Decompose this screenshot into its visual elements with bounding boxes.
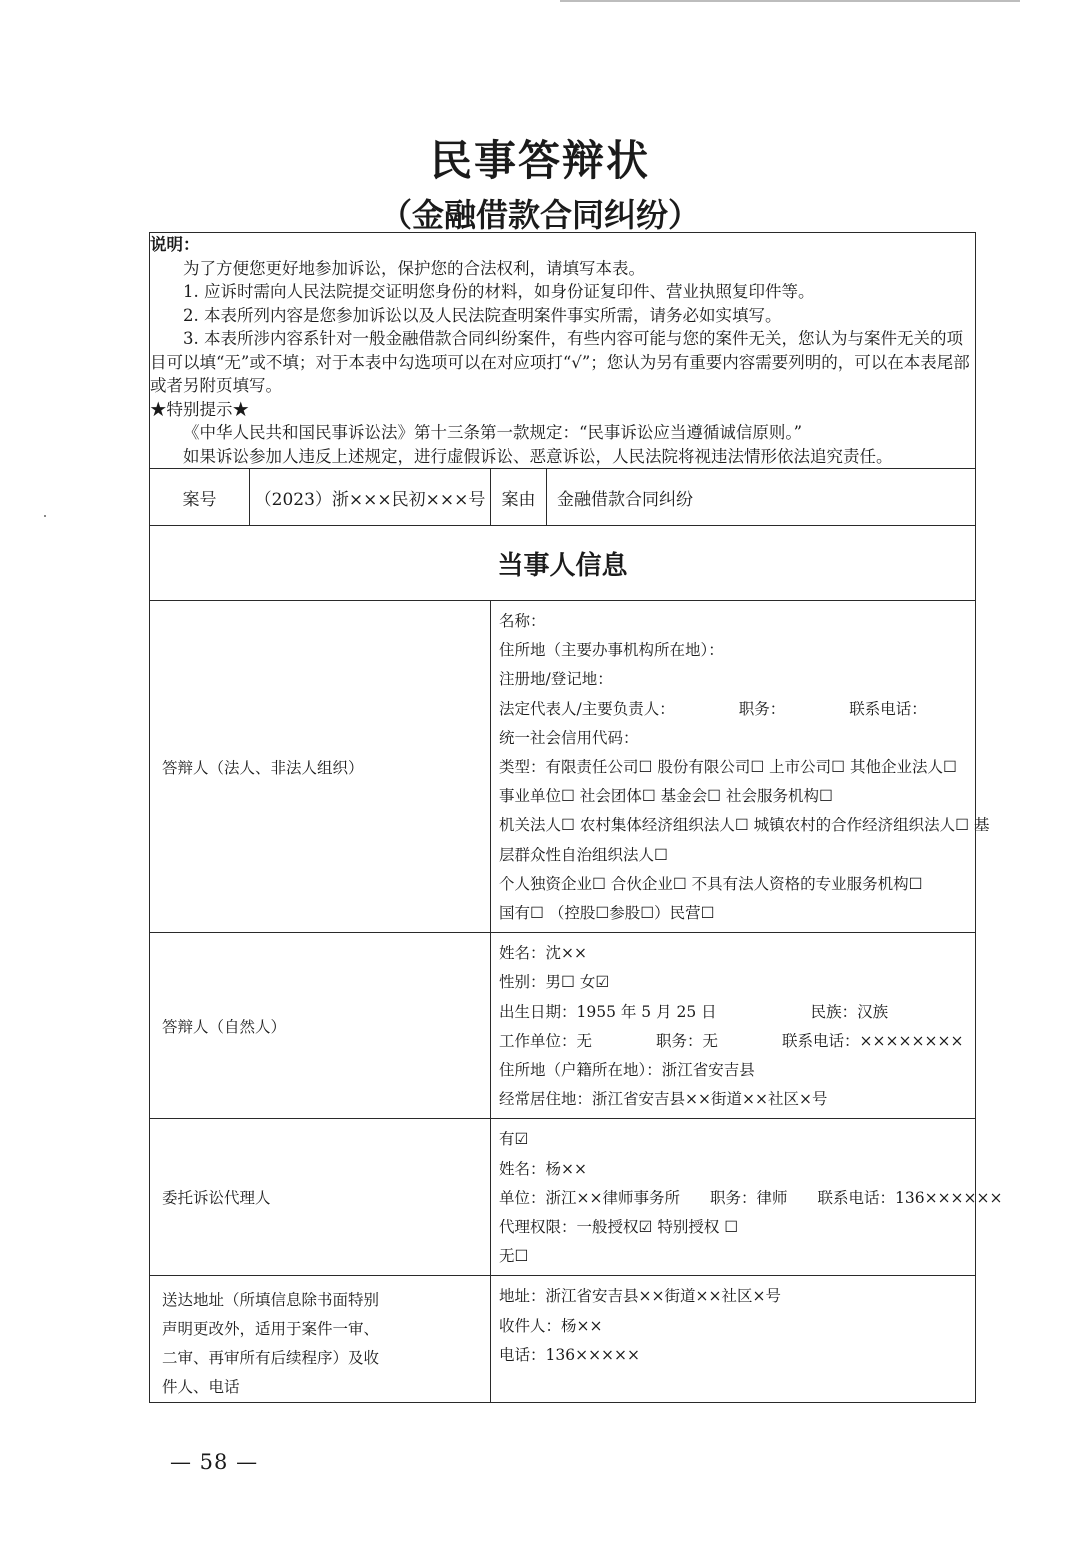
entity-type-line-1: 类型：有限责任公司☐ 股份有限公司☐ 上市公司☐ 其他企业法人☐ <box>499 758 957 777</box>
agent-authority-field: 代理权限：一般授权☑ 特别授权 ☐ <box>499 1218 739 1237</box>
entity-registered-field: 注册地/登记地： <box>499 670 613 689</box>
page-number: — 58 — <box>170 1450 259 1474</box>
agent-info <box>491 1119 1003 1276</box>
person-name-field: 姓名：沈×× <box>499 944 587 963</box>
agent-row <box>150 1119 976 1276</box>
agent-phone-field: 联系电话：136×××××× <box>817 1188 1003 1207</box>
legal-entity-info <box>491 601 990 933</box>
entity-type-line-5: 个人独资企业☐ 合伙企业☐ 不具有法人资格的专业服务机构☐ <box>499 874 923 893</box>
delivery-label-line-1: 送达地址（所填信息除书面特别 <box>162 1291 380 1310</box>
entity-phone-field: 联系电话： <box>849 699 927 718</box>
case-cause-value: 金融借款合同纠纷 <box>547 469 976 526</box>
entity-rep-field: 法定代表人/主要负责人： <box>499 699 675 718</box>
delivery-address-field: 地址：浙江省安吉县××街道××社区×号 <box>499 1287 781 1306</box>
delivery-recipient-field: 收件人：杨×× <box>499 1316 603 1335</box>
entity-address-field: 住所地（主要办事机构所在地）： <box>499 641 724 660</box>
natural-person-label: 答辩人（自然人） <box>150 933 491 1119</box>
agent-label: 委托诉讼代理人 <box>150 1119 491 1276</box>
person-birth-line <box>499 998 969 1027</box>
person-domicile-field: 住所地（户籍所在地）：浙江省安吉县 <box>499 1061 755 1080</box>
person-birth-field: 出生日期：1955 年 5 月 25 日 <box>499 1002 717 1021</box>
person-work-field: 工作单位：无 <box>499 1031 593 1050</box>
entity-credit-code-field: 统一社会信用代码： <box>499 728 639 747</box>
person-work-line <box>499 1027 969 1056</box>
natural-person-info <box>491 933 976 1119</box>
entity-position-field: 职务： <box>738 699 786 718</box>
delivery-label-line-2: 声明更改外，适用于案件一审、 <box>162 1320 380 1339</box>
natural-person-row <box>150 933 976 1119</box>
agent-has-option: 有☑ <box>499 1130 529 1149</box>
legal-entity-row <box>150 601 976 933</box>
notes-item-1: 1. 应诉时需向人民法院提交证明您身份的材料，如身份证复印件、营业执照复印件等。 <box>183 282 815 301</box>
person-residence-field: 经常居住地：浙江省安吉县××街道××社区×号 <box>499 1090 828 1109</box>
delivery-label <box>150 1276 491 1403</box>
notes-row <box>150 233 976 469</box>
document-subtitle: （金融借款合同纠纷） <box>379 196 700 234</box>
entity-type-line-2: 事业单位☐ 社会团体☐ 基金会☐ 社会服务机构☐ <box>499 787 833 806</box>
scan-edge-line <box>560 0 1020 2</box>
special-note-2: 如果诉讼参加人违反上述规定，进行虚假诉讼、恶意诉讼，人民法院将视违法情形依法追究责任。 <box>183 446 893 466</box>
entity-name-field: 名称： <box>499 612 546 630</box>
notes-intro: 为了方便您更好地参加诉讼，保护您的合法权利，请填写本表。 <box>183 258 645 278</box>
case-no-label: 案号 <box>150 469 250 526</box>
case-no-value: （2023）浙×××民初×××号 <box>250 469 491 526</box>
agent-position-field: 职务：律师 <box>709 1188 788 1207</box>
delivery-info <box>491 1276 976 1403</box>
person-phone-field: 联系电话：×××××××× <box>782 1031 964 1050</box>
section-title: 当事人信息 <box>150 526 976 601</box>
entity-rep-line <box>499 695 969 724</box>
entity-type-line-3: 机关法人☐ 农村集体经济组织法人☐ 城镇农村的合作经济组织法人☐ 基 <box>499 816 990 835</box>
defense-form-table <box>149 232 1003 1403</box>
case-cause-label: 案由 <box>491 469 547 526</box>
entity-type-line-4: 层群众性自治组织法人☐ <box>499 845 668 864</box>
agent-unit-field: 单位：浙江××律师事务所 <box>499 1188 680 1207</box>
person-gender-field: 性别：男☐ 女☑ <box>499 973 610 992</box>
case-row <box>150 469 976 526</box>
agent-none-option: 无☐ <box>499 1247 529 1266</box>
notes-heading: 说明： <box>150 235 200 254</box>
special-heading: ★特别提示★ <box>150 399 249 419</box>
document-title: 民事答辩状 <box>429 136 650 185</box>
delivery-label-line-4: 件人、电话 <box>162 1378 240 1397</box>
person-position-field: 职务：无 <box>656 1031 719 1050</box>
notes-item-3: 3. 本表所涉内容系针对一般金融借款合同纠纷案件，有些内容可能与您的案件无关，您认为与案件无关的项目可以填“无”或不填；对于本表中勾选项可以在对应项打“√”；您认为另有重要内容需要列明的，可以在本表尾部或者另附页填写。 <box>150 329 970 395</box>
notes-item-2: 2. 本表所列内容是您参加诉讼以及人民法院查明案件事实所需，请务必如实填写。 <box>183 305 782 325</box>
agent-unit-line <box>499 1184 1003 1213</box>
scan-dot <box>44 515 46 517</box>
entity-type-line-6: 国有☐ （控股☐参股☐）民营☐ <box>499 904 715 923</box>
legal-entity-label: 答辩人（法人、非法人组织） <box>150 601 491 933</box>
agent-name-field: 姓名：杨×× <box>499 1159 587 1178</box>
delivery-label-line-3: 二审、再审所有后续程序）及收 <box>162 1349 380 1368</box>
person-ethnic-field: 民族：汉族 <box>810 1002 889 1021</box>
delivery-row <box>150 1276 976 1403</box>
notes-cell <box>150 233 976 469</box>
special-note-1: 《中华人民共和国民事诉讼法》第十三条第一款规定：“民事诉讼应当遵循诚信原则。” <box>183 423 803 442</box>
delivery-phone-field: 电话：136××××× <box>499 1345 641 1364</box>
section-title-row <box>150 526 976 601</box>
